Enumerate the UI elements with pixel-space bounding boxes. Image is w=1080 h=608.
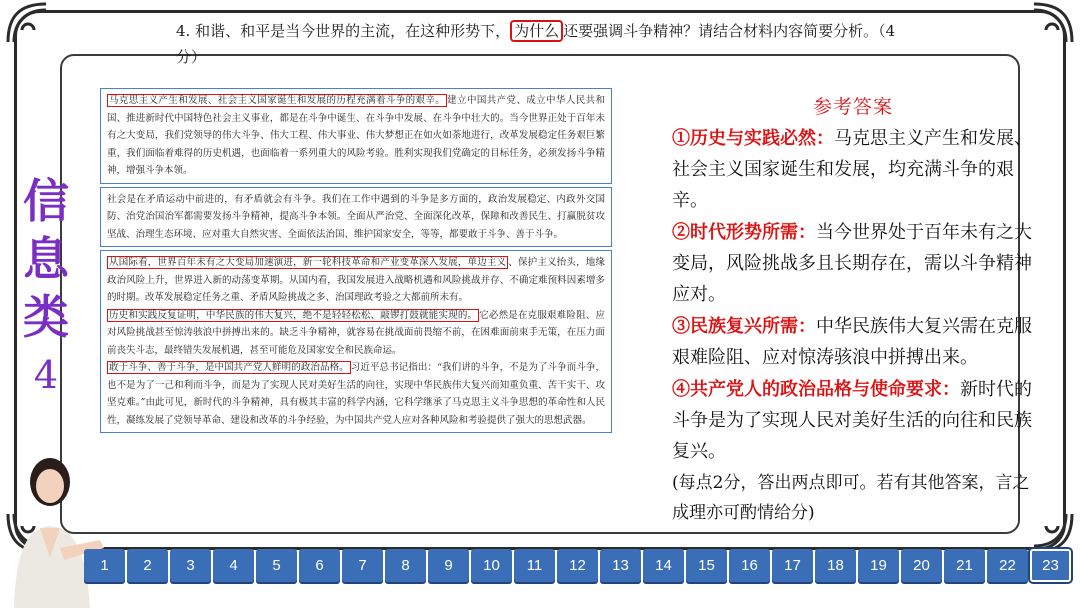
page-navigation: [84, 549, 1071, 589]
page-button-21[interactable]: 21: [944, 549, 985, 582]
page-button-17[interactable]: 17: [772, 549, 813, 582]
answer-point-head: ④共产党人的政治品格与使命要求：: [672, 379, 960, 400]
page-button-15[interactable]: 15: [686, 549, 727, 582]
answer-point: [672, 217, 1034, 310]
material-highlight: 历史和实践反复证明，中华民族的伟大复兴，绝不是轻轻松松、敲锣打鼓就能实现的。: [109, 309, 478, 321]
page-button-23[interactable]: 23: [1030, 549, 1071, 582]
answer-point-body: 中华民族伟大复兴需在克服艰难险阻、应对惊涛骇浪中拼搏出来。: [672, 316, 1032, 368]
page-button-7[interactable]: 7: [342, 549, 383, 582]
question-highlight: 为什么: [510, 20, 563, 42]
side-title-char: 信: [23, 174, 69, 228]
answer-point-body: 马克思主义产生和发展、社会主义国家诞生和发展，均充满斗争的艰辛。: [672, 128, 1032, 211]
question-text: [176, 18, 896, 70]
material-text: 、保护主义抬头，地缘政治风险上升，世界进入新的动荡变革期。从国内看，我国发展进入战略机遇和风险挑战并存、不确定难预料因素增多的时期。改革发展稳定任务之重、矛盾风险挑战之多、治国理政考验之大都前所未有。: [107, 257, 605, 303]
question-suffix: 还要强调斗争精神？请结合材料内容简要分析。（4 分）: [176, 22, 896, 66]
side-title-char: 息: [23, 232, 69, 286]
answer-point-head: ①历史与实践必然：: [672, 128, 834, 149]
material-box: [100, 88, 612, 184]
side-title: [18, 172, 74, 404]
answer-point-head: ③民族复兴所需：: [672, 316, 816, 337]
side-title-char: 类: [23, 290, 69, 344]
materials-panel: [100, 88, 612, 436]
page-button-20[interactable]: 20: [901, 549, 942, 582]
page-button-13[interactable]: 13: [600, 549, 641, 582]
answer-point-body: 当今世界处于百年未有之大变局，风险挑战多且长期存在，需以斗争精神应对。: [672, 222, 1032, 305]
material-box: [100, 250, 612, 433]
side-title-number: 4: [33, 353, 59, 397]
page-button-6[interactable]: 6: [299, 549, 340, 582]
page-button-1[interactable]: 1: [84, 549, 125, 582]
answer-title: 参考答案: [812, 96, 893, 118]
corner-ornament-icon: [1030, 0, 1076, 46]
page-button-18[interactable]: 18: [815, 549, 856, 582]
material-highlight: 敢于斗争、善于斗争，是中国共产党人鲜明的政治品格。: [109, 362, 349, 373]
page-button-5[interactable]: 5: [256, 549, 297, 582]
answer-point-head: ②时代形势所需：: [672, 222, 816, 243]
page-button-3[interactable]: 3: [170, 549, 211, 582]
corner-ornament-icon: [4, 0, 50, 46]
page-button-12[interactable]: 12: [557, 549, 598, 582]
page-button-14[interactable]: 14: [643, 549, 684, 582]
page-button-19[interactable]: 19: [858, 549, 899, 582]
page-button-22[interactable]: 22: [987, 549, 1028, 582]
page-button-11[interactable]: 11: [514, 549, 555, 582]
page-button-8[interactable]: 8: [385, 549, 426, 582]
material-box: [100, 187, 612, 248]
material-highlight: 马克思主义产生和发展、社会主义国家诞生和发展的历程充满着斗争的艰辛。: [109, 95, 446, 106]
material-text: 习近平总书记指出：“我们讲的斗争，不是为了斗争而斗争，也不是为了一己和利而斗争，而是为了实现人民对美好生活的向往，实现中华民族伟大复兴而知重负重、苦干实干、攻坚克难。”由此可见，新时代的斗争精神，具有极其丰富的科学内涵，它科学继承了马克思主义斗争思想的革命性和人民性，凝练发展了党领导革命、建设和改革的斗争经验，为中国共产党人应对各种风险和考验提供了强大的思想武器。: [107, 362, 605, 426]
material-text: 社会是在矛盾运动中前进的，有矛盾就会有斗争。我们在工作中遇到的斗争是多方面的，政治发展稳定、内政外交国防、治党治国治军都需要发扬斗争精神，提高斗争本领。全面从严治党、全面深化改革，保障和改善民生、打赢脱贫攻坚战、治理生态环境、应对重大自然灾害、全面依法治国、维护国家安全，等等，都要敢于斗争、善于斗争。: [107, 193, 605, 240]
answer-point-body: 新时代的斗争是为了实现人民对美好生活的向往和民族复兴。: [672, 379, 1032, 462]
page-button-4[interactable]: 4: [213, 549, 254, 582]
answer-panel: [672, 92, 1034, 528]
answer-point: [672, 374, 1034, 467]
answer-note: (每点2分，答出两点即可。若有其他答案，言之成理亦可酌情给分): [672, 473, 1030, 523]
material-text: 它必然是在克服艰难险阻、应对风险挑战甚至惊涛骇浪中拼搏出来的。缺乏斗争精神，就容易在挑战面前畏缩不前，在困难面前束手无策，在压力面前丧失斗志，最终错失发展机遇，甚至可能危及国家安全和民族命运。: [107, 309, 605, 356]
answer-point: [672, 311, 1034, 373]
page-button-9[interactable]: 9: [428, 549, 469, 582]
material-highlight: 从国际看，世界百年未有之大变局加速演进，新一轮科技革命和产业变革深入发展，单边主义: [109, 257, 507, 268]
page-button-10[interactable]: 10: [471, 549, 512, 582]
material-text: 建立中国共产党、成立中华人民共和国、推进新时代中国特色社会主义事业，都是在斗争中诞生、在斗争中发展、在斗争中壮大的。当今世界正处于百年未有之大变局，我们党领导的伟大斗争、伟大工程、伟大事业、伟大梦想正在如火如荼地进行，改革发展稳定任务艰巨繁重，我们面临着难得的历史机遇，也面临着一系列重大的风险考验。胜利实现我们党确定的目标任务，必须发扬斗争精神，增强斗争本领。: [107, 95, 605, 176]
answer-point: [672, 123, 1034, 216]
question-prefix: 4. 和谐、和平是当今世界的主流，在这种形势下，: [176, 22, 511, 40]
page-button-2[interactable]: 2: [127, 549, 168, 582]
page-button-16[interactable]: 16: [729, 549, 770, 582]
